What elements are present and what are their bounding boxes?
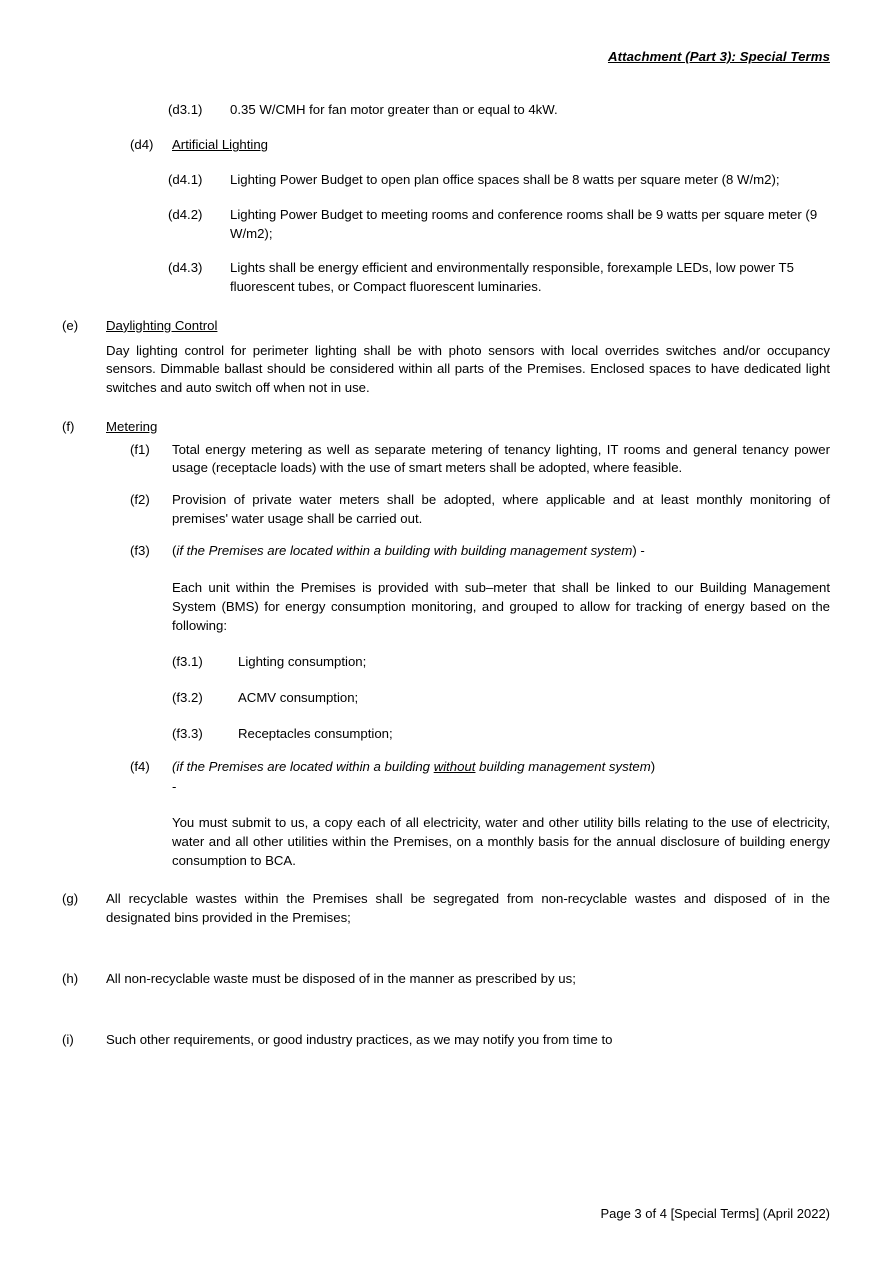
clause-text: Lighting Power Budget to open plan office spaces shall be 8 watts per square meter (8 W/m2);	[230, 172, 780, 188]
clause-e	[62, 317, 830, 398]
clause-f3-2	[172, 689, 830, 708]
clause-body	[172, 758, 830, 871]
clause-body	[106, 317, 830, 398]
clause-marker: (f3.1)	[172, 654, 203, 670]
clause-f	[62, 418, 830, 437]
clause-heading-text: Daylighting Control	[106, 317, 218, 333]
clause-marker: (f1)	[130, 441, 150, 457]
clause-d3-1	[168, 101, 830, 120]
clause-heading-text: Metering	[106, 418, 158, 434]
clause-d4-2	[168, 206, 830, 243]
clause-marker: (d4.3)	[168, 260, 203, 276]
clause-dash: -	[172, 779, 177, 795]
clause-d4	[130, 136, 830, 155]
clause-marker: (f)	[62, 418, 75, 434]
clause-marker: (h)	[62, 970, 79, 986]
clause-marker: (f4)	[130, 758, 150, 774]
clause-marker: (i)	[62, 1031, 74, 1047]
clause-text: Lights shall be energy efficient and environmentally responsible, forexample LEDs, low power T5 fluorescent tubes, or Compact fluorescent luminaries.	[230, 260, 794, 295]
clause-f3	[130, 542, 830, 743]
clause-marker: (d3.1)	[168, 101, 203, 117]
clause-marker: (f3)	[130, 543, 150, 559]
clause-f3-1	[172, 653, 830, 672]
clause-text: Lighting consumption;	[238, 654, 367, 670]
clause-text: All recyclable wastes within the Premises shall be segregated from non-recyclable wastes and disposed of in the designated bins provided in the Premises;	[106, 891, 830, 926]
condition-underlined-word: without	[433, 758, 476, 774]
clause-heading-text: Artificial Lighting	[172, 137, 269, 153]
clause-paragraph: You must submit to us, a copy each of all electricity, water and other utility bills relating to the use of electricity, water and all other utilities within the Premises, on a monthly basis for the annual disclosure of building energy consumption to BCA.	[172, 815, 830, 868]
condition-open-paren: (	[172, 543, 177, 559]
clause-f2	[130, 491, 830, 528]
condition-close-paren: ) -	[632, 543, 645, 559]
clause-marker: (g)	[62, 891, 79, 907]
clause-text: Lighting Power Budget to meeting rooms and conference rooms shall be 9 watts per square meter (9 W/m2);	[230, 206, 818, 241]
clause-f4	[130, 758, 830, 871]
clause-text: Receptacles consumption;	[238, 725, 393, 741]
clause-marker: (d4.1)	[168, 172, 203, 188]
condition-text-part1: (if the Premises are located within a building	[172, 758, 434, 774]
clause-marker: (d4)	[130, 137, 154, 153]
clause-f1	[130, 441, 830, 478]
clause-f3-3	[172, 725, 830, 744]
clause-marker: (f2)	[130, 492, 150, 508]
clause-text: Total energy metering as well as separate metering of tenancy lighting, IT rooms and general tenancy power usage (receptacle loads) with the use of smart meters shall be adopted, where feasible.	[172, 441, 830, 476]
clause-marker: (e)	[62, 317, 79, 333]
condition-text-part2: building management system	[475, 758, 651, 774]
clause-text: ACMV consumption;	[238, 690, 359, 706]
clause-text: Day lighting control for perimeter lighting shall be with photo sensors with local overrides switches and/or occupancy sensors. Dimmable ballast should be considered within all parts of the Premises. Enclosed spaces to have dedicated light switches and auto switch off when not in use.	[106, 342, 830, 396]
clause-marker: (f3.2)	[172, 690, 203, 706]
clause-d4-3	[168, 259, 830, 296]
clause-paragraph: Each unit within the Premises is provided with sub–meter that shall be linked to our Building Management System (BMS) for energy consumption monitoring, and grouped to allow for tracking of energy based on the following:	[172, 580, 830, 633]
clause-i	[62, 1031, 830, 1050]
clause-text: 0.35 W/CMH for fan motor greater than or equal to 4kW.	[230, 101, 558, 117]
clause-heading	[172, 136, 830, 155]
clause-text: Such other requirements, or good industry practices, as we may notify you from time to	[106, 1031, 613, 1047]
clause-condition	[172, 542, 830, 561]
clause-text: Provision of private water meters shall be adopted, where applicable and at least monthly monitoring of premises' water usage shall be carried out.	[172, 492, 830, 526]
page-footer: Page 3 of 4 [Special Terms] (April 2022)	[600, 1205, 830, 1221]
clause-heading	[106, 418, 830, 437]
clause-g	[62, 890, 830, 927]
clause-marker: (f3.3)	[172, 725, 203, 741]
page-header: Attachment (Part 3): Special Terms	[607, 49, 830, 64]
clause-body	[172, 542, 830, 743]
condition-close-paren: )	[650, 758, 656, 774]
clause-h	[62, 970, 830, 989]
clause-heading	[106, 317, 830, 336]
clause-text: All non-recyclable waste must be disposed of in the manner as prescribed by us;	[106, 970, 576, 986]
clause-condition	[172, 758, 830, 777]
clause-d4-1	[168, 171, 830, 190]
condition-italic-text: if the Premises are located within a building with building management system	[176, 543, 633, 559]
clause-marker: (d4.2)	[168, 206, 203, 222]
